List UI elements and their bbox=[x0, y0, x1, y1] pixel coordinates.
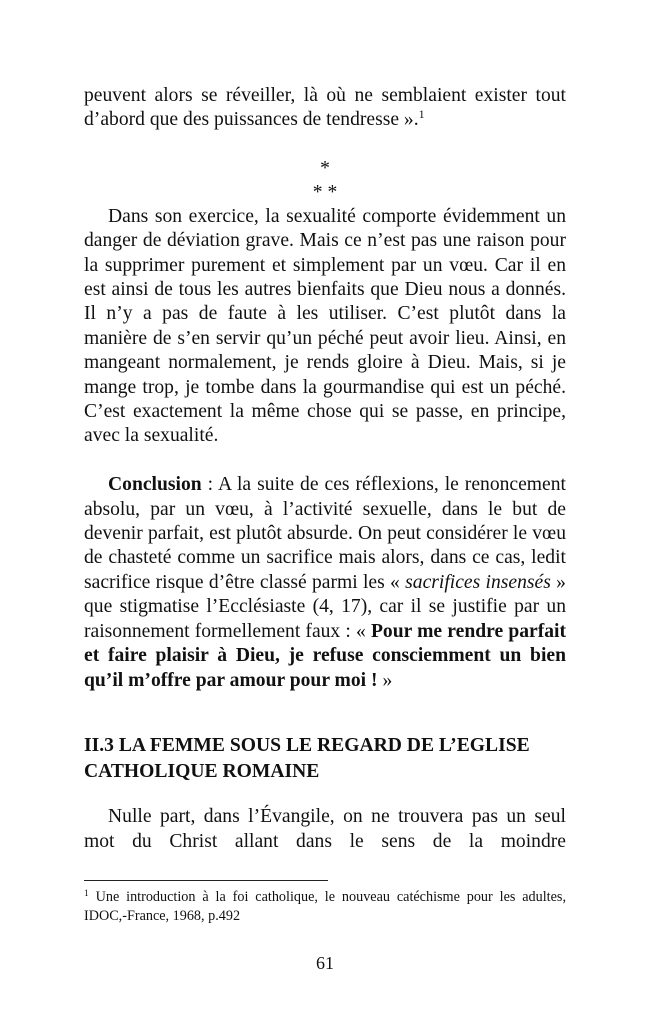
section-heading-line-1: II.3 LA FEMME SOUS LE REGARD DE L’EGLISE bbox=[84, 735, 530, 757]
conclusion-paragraph bbox=[84, 473, 566, 693]
footnote-divider bbox=[84, 880, 328, 881]
conclusion-text-3: » bbox=[377, 669, 393, 691]
blank-line bbox=[84, 717, 566, 733]
separator-star-double: * * bbox=[312, 181, 338, 203]
paragraph-sexuality-exercise: Dans son exercice, la sexualité comporte évidemment un danger de déviation grave. Mais ce n’est pas une raison pour la supprimer purement et simplement par un vœu. Car il en est ainsi de tous les autres bienfaits que Dieu nous a donnés. Il n’y a pas de faute à les utiliser. C’est plutôt dans la manière de s’en servir qu’un péché peut avoir lieu. Ainsi, en mangeant normalement, je rends gloire à Dieu. Mais, si je mange trop, je tombe dans la gourmandise qui est un péché. C’est exactement la même chose qui se passe, en principe, avec la sexualité. bbox=[84, 205, 566, 447]
footnote-marker: 1 bbox=[84, 889, 89, 899]
section-heading bbox=[84, 733, 566, 785]
section-separator bbox=[84, 157, 566, 205]
conclusion-text-2: » que stigmatise l’Ecclésiaste (4, 17), car il se justifie par un raisonnement formellement faux : « bbox=[84, 571, 566, 642]
footnote-text: Une introduction à la foi catholique, le nouveau catéchisme pour les adultes, IDOC,-France, 1968, p.492 bbox=[84, 889, 566, 924]
page-body bbox=[84, 84, 566, 854]
section-heading-line-2: CATHOLIQUE ROMAINE bbox=[84, 761, 320, 783]
blank-line bbox=[84, 693, 566, 717]
footnote bbox=[84, 888, 566, 925]
separator-star-single: * bbox=[320, 157, 330, 179]
conclusion-bold-quote: Pour me rendre parfait et faire plaisir à Dieu, je refuse consciemment un bien qu’il m’offre par amour pour moi ! bbox=[84, 620, 566, 691]
paragraph-gospel: Nulle part, dans l’Évangile, on ne trouvera pas un seul mot du Christ allant dans le sens de la moindre bbox=[84, 806, 566, 852]
conclusion-italic-quote: sacrifices insensés bbox=[405, 571, 551, 593]
footnote-reference[interactable]: 1 bbox=[418, 107, 425, 122]
conclusion-text-1: A la suite de ces réflexions, le renoncement absolu, par un vœu, à l’activité sexuelle, dans le but de devenir parfait, est plutôt absurde. On peut considérer le vœu de chasteté comme un sacrifice mais alors, dans ce cas, ledit sacrifice risque d’être classé parmi les « bbox=[84, 474, 566, 593]
conclusion-label: Conclusion bbox=[108, 474, 202, 496]
blank-line bbox=[84, 449, 566, 473]
paragraph-continued-text: peuvent alors se réveiller, là où ne semblaient exister tout d’abord que des puissances de tendresse ». bbox=[84, 85, 566, 131]
conclusion-separator: : bbox=[201, 474, 218, 496]
paragraph-continued bbox=[84, 84, 566, 133]
blank-line bbox=[84, 785, 566, 805]
page-number: 61 bbox=[316, 953, 334, 973]
